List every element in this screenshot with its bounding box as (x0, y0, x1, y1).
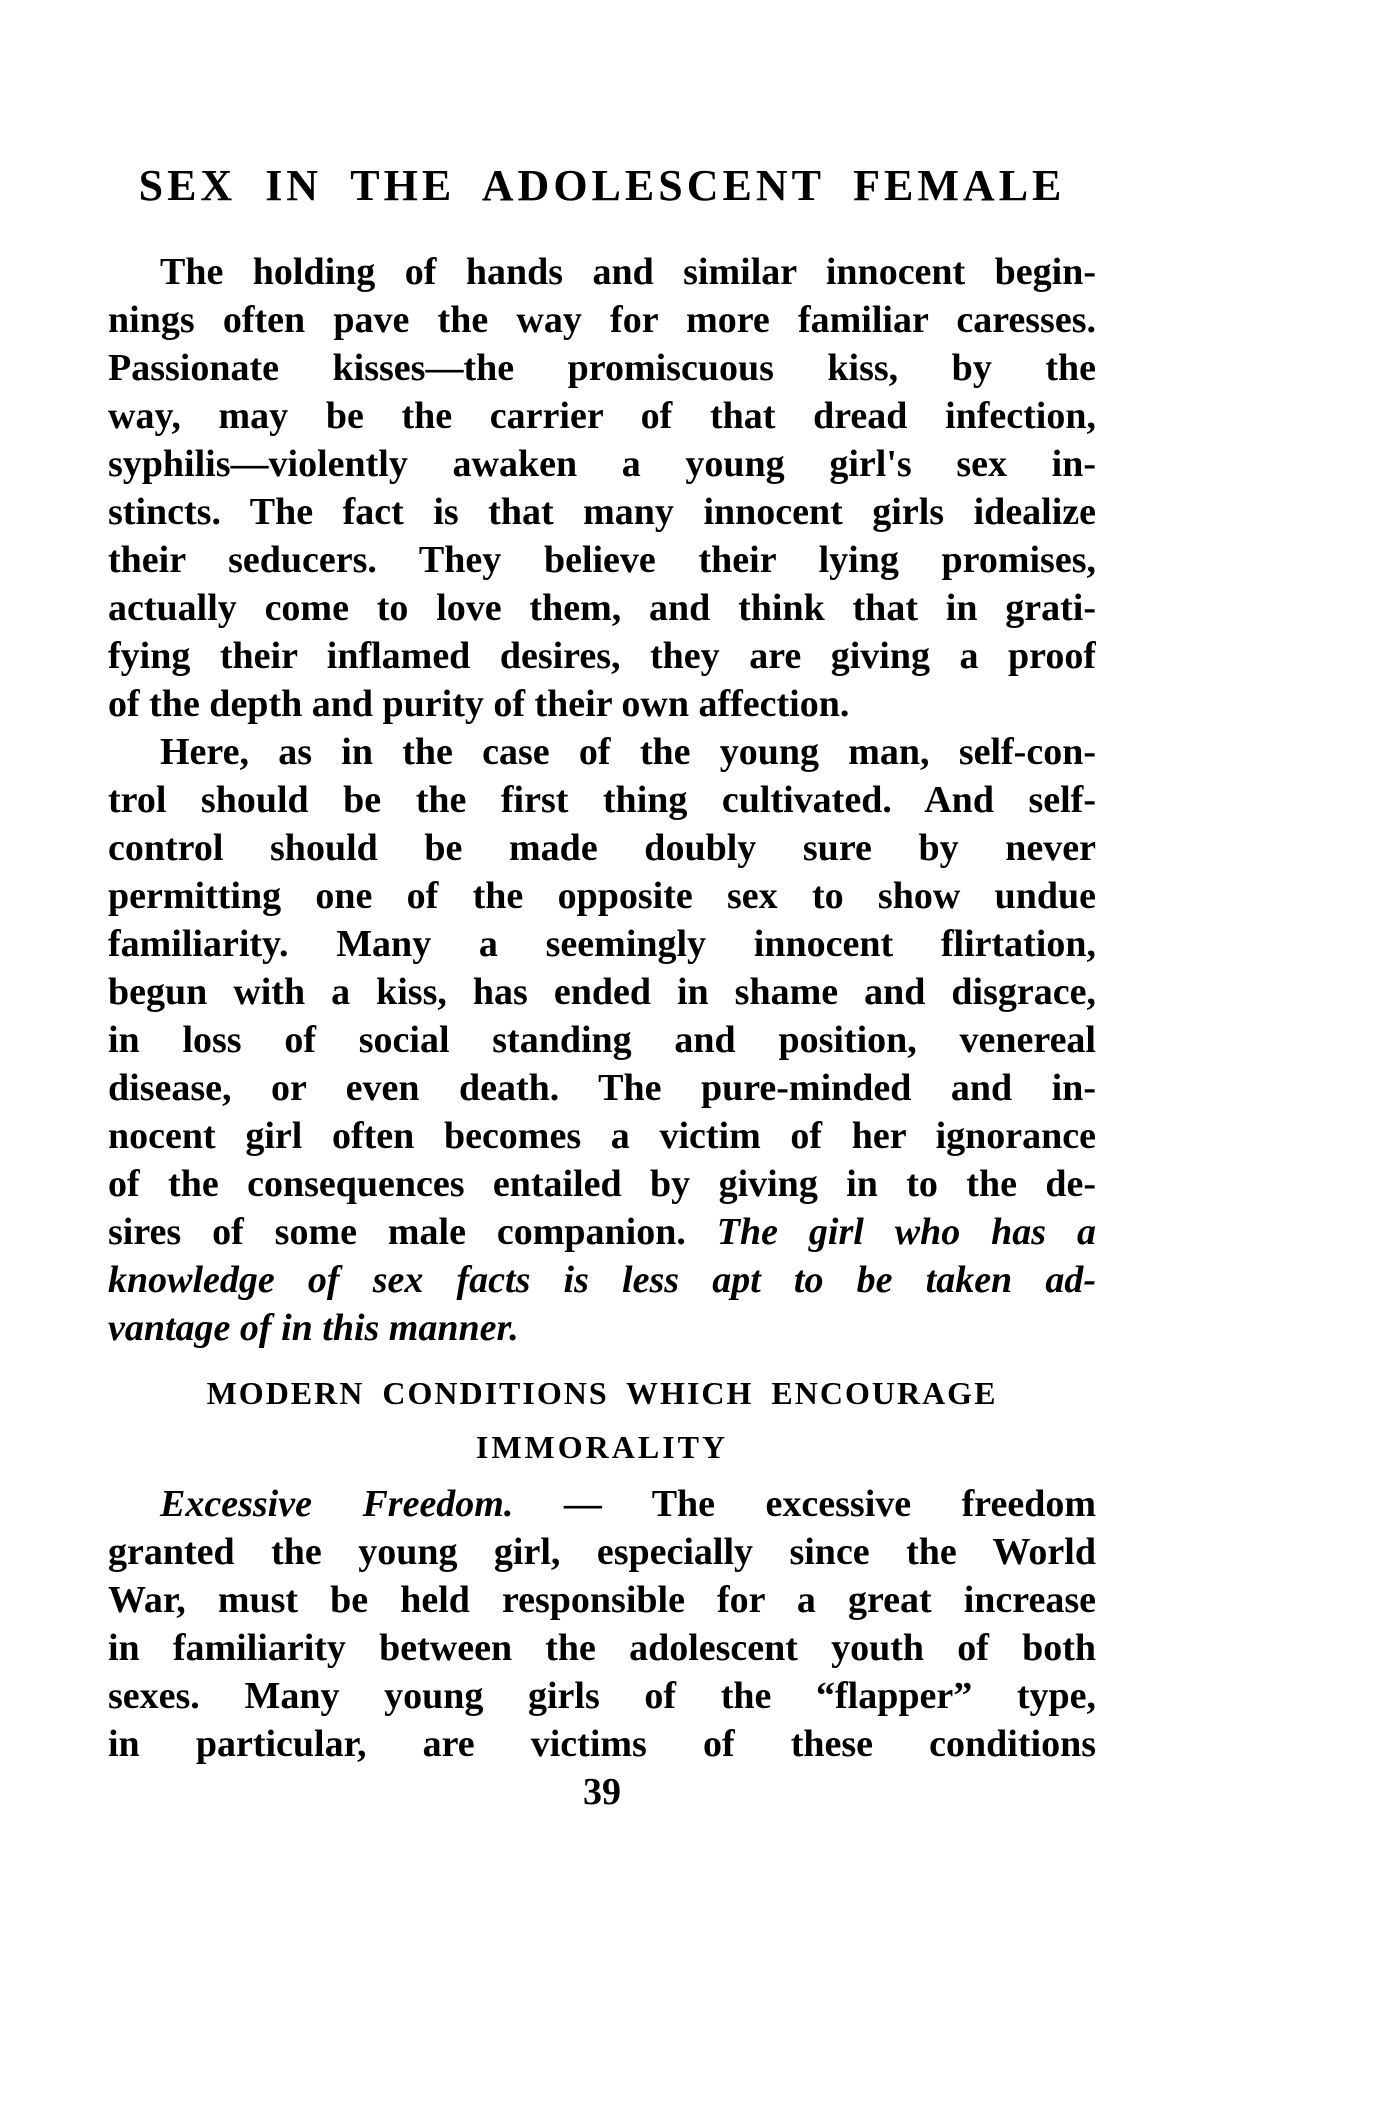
section-heading-line2: IMMORALITY (475, 1429, 729, 1465)
text-segment: nocent girl often becomes a victim of her ignorance (108, 1115, 1096, 1157)
text-segment: granted the young girl, especially since the World (108, 1531, 1096, 1573)
text-line (108, 1112, 1096, 1160)
italic-text-segment: vantage of in this manner. (108, 1307, 519, 1349)
text-segment: sires of some male companion. (108, 1211, 717, 1253)
text-segment: in particular, are victims of these conditions (108, 1723, 1096, 1765)
text-line (108, 1256, 1096, 1304)
text-line (108, 920, 1096, 968)
italic-text-segment: Excessive Freedom. (160, 1483, 514, 1525)
page-number: 39 (583, 1771, 621, 1813)
text-segment: of the depth and purity of their own affection. (108, 683, 850, 725)
text-segment: The holding of hands and similar innocent begin- (160, 251, 1096, 293)
text-line (108, 1720, 1096, 1768)
text-line (108, 1624, 1096, 1672)
text-line (108, 1672, 1096, 1720)
text-line (108, 968, 1096, 1016)
text-segment: sexes. Many young girls of the “flapper” type, (108, 1675, 1096, 1717)
text-line (108, 1208, 1096, 1256)
text-line (108, 1480, 1096, 1528)
text-segment: in loss of social standing and position, venereal (108, 1019, 1096, 1061)
text-column (108, 160, 1096, 1816)
text-line (108, 248, 1096, 296)
text-segment: of the consequences entailed by giving in to the de- (108, 1163, 1096, 1205)
text-segment: familiarity. Many a seemingly innocent flirtation, (108, 923, 1096, 965)
italic-text-segment: The girl who has a (716, 1211, 1096, 1253)
text-line (108, 776, 1096, 824)
text-line (108, 1016, 1096, 1064)
text-segment: War, must be held responsible for a great increase (108, 1579, 1096, 1621)
text-line (108, 872, 1096, 920)
text-line (108, 1304, 1096, 1352)
body-block-top (108, 248, 1096, 1352)
text-line (108, 392, 1096, 440)
text-segment: Passionate kisses—the promiscuous kiss, by the (108, 347, 1096, 389)
text-segment: stincts. The fact is that many innocent girls idealize (108, 491, 1096, 533)
body-block-bottom (108, 1480, 1096, 1768)
text-segment: begun with a kiss, has ended in shame and disgrace, (108, 971, 1096, 1013)
text-line (108, 488, 1096, 536)
text-segment: Here, as in the case of the young man, self-con- (160, 731, 1096, 773)
text-line (108, 680, 1096, 728)
text-segment: trol should be the first thing cultivated. And self- (108, 779, 1096, 821)
text-line (108, 1528, 1096, 1576)
text-line (108, 1160, 1096, 1208)
text-segment: syphilis—violently awaken a young girl's sex in- (108, 443, 1096, 485)
text-line (108, 536, 1096, 584)
text-line (108, 584, 1096, 632)
text-segment: control should be made doubly sure by never (108, 827, 1096, 869)
text-line (108, 728, 1096, 776)
text-segment: — The excessive freedom (513, 1483, 1096, 1525)
text-segment: nings often pave the way for more familiar caresses. (108, 299, 1096, 341)
text-line (108, 1576, 1096, 1624)
text-segment: disease, or even death. The pure-minded and in- (108, 1067, 1096, 1109)
text-segment: way, may be the carrier of that dread infection, (108, 395, 1096, 437)
text-segment: fying their inflamed desires, they are giving a proof (108, 635, 1096, 677)
text-line (108, 824, 1096, 872)
section-heading-line1: MODERN CONDITIONS WHICH ENCOURAGE (206, 1375, 998, 1411)
text-segment: their seducers. They believe their lying promises, (108, 539, 1096, 581)
text-line (108, 1064, 1096, 1112)
running-head: SEX IN THE ADOLESCENT FEMALE (138, 161, 1066, 210)
text-segment: actually come to love them, and think that in grati- (108, 587, 1096, 629)
italic-text-segment: knowledge of sex facts is less apt to be taken ad- (108, 1259, 1096, 1301)
text-line (108, 440, 1096, 488)
text-segment: permitting one of the opposite sex to show undue (108, 875, 1096, 917)
text-line (108, 632, 1096, 680)
text-line (108, 344, 1096, 392)
text-segment: in familiarity between the adolescent youth of both (108, 1627, 1096, 1669)
text-line (108, 296, 1096, 344)
